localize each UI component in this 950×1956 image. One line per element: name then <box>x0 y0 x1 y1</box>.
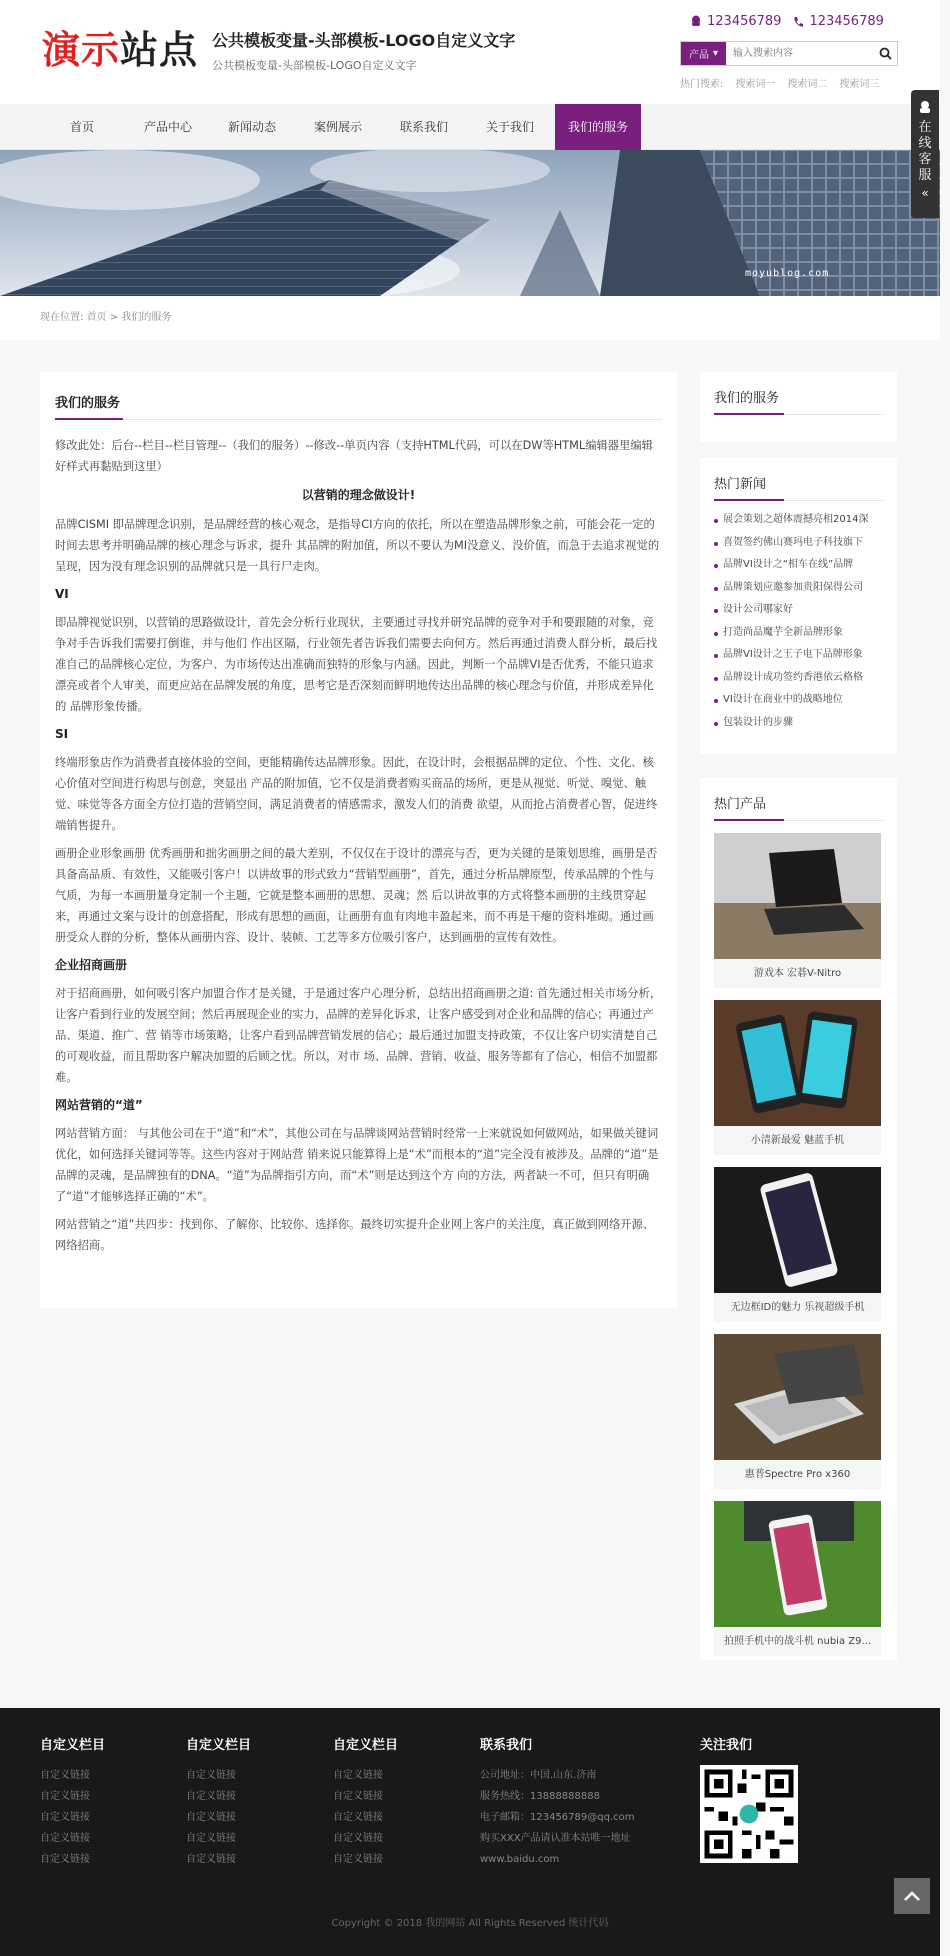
news-item[interactable]: VI设计在商业中的战略地位 <box>714 689 883 712</box>
product-phones-image <box>714 1000 881 1126</box>
news-item[interactable]: 打造尚品魔芋全新品牌形象 <box>714 622 883 645</box>
heading-vi: VI <box>55 587 69 601</box>
footer-column-2 <box>186 1734 251 1870</box>
breadcrumb-prefix: 现在位置: <box>40 312 84 323</box>
hot-searches <box>680 75 879 90</box>
nav-item-services[interactable]: 我们的服务 <box>555 104 641 150</box>
search-category-label: 产品 <box>688 50 709 61</box>
news-item[interactable]: 设计公司哪家好 <box>714 599 883 622</box>
copyright: Copyright © 2018 我的网站 All Rights Reserved 统计代码 <box>331 1918 609 1929</box>
banner-watermark: moyublog.com <box>745 268 830 279</box>
article-body <box>55 435 662 1256</box>
footer-link[interactable]: 自定义链接 <box>333 1791 383 1802</box>
heading-invest: 企业招商画册 <box>55 958 128 972</box>
paragraph-net-2: 网站营销之“道”共四步：找到你、了解你、比较你、选择你。最终切实提升企业网上客户的关注度，真正做到网络开源、网络招商。 <box>55 1218 655 1252</box>
sidebar-products-title: 热门产品 <box>714 793 883 821</box>
product-camera-phone-image <box>714 1501 881 1627</box>
news-item[interactable]: 包装设计的步骤 <box>714 712 883 735</box>
footer-link[interactable]: 自定义链接 <box>40 1812 90 1823</box>
main-content-panel <box>40 372 677 1308</box>
intro-paragraph: 修改此处：后台--栏目--栏目管理--（我们的服务）--修改--单页内容（支持HTML代码，可以在DW等HTML编辑器里编辑好样式再黏贴到这里） <box>55 439 653 473</box>
news-item[interactable]: 品牌策划应邀参加贵阳保得公司 <box>714 577 883 600</box>
news-item[interactable]: 品牌设计成功签约香港依云格格 <box>714 667 883 690</box>
footer-link[interactable]: 自定义链接 <box>333 1854 383 1865</box>
header <box>0 0 940 104</box>
paragraph-net-1: 网站营销方面： 与其他公司在于“道”和“术”，其他公司在与品牌谈网站营销时经常一上来就说如何做网站，如果做关键词优化，如何选择关键词等等。这些内容对于网站营 销来说只能算得上是“术”而根本的“道”完全没有被涉及。品牌的“道”是品牌的灵魂，是品牌独有的DNA。“道”为品牌指引方向，而“术”则是达到这个方 向的方法，两者缺一不可，但只有明确了“道”才能够选择正确的“术”。 <box>55 1127 659 1203</box>
sidebar-hot-products <box>700 778 897 1660</box>
breadcrumb-separator: > <box>109 312 119 323</box>
product-name: 惠普Spectre Pro x360 <box>714 1460 881 1489</box>
back-to-top-button[interactable] <box>894 1878 930 1914</box>
hot-search-term[interactable]: 搜索词二 <box>787 79 828 90</box>
footer-column-title: 自定义栏目 <box>333 1738 399 1753</box>
footer-link[interactable]: 自定义链接 <box>186 1791 236 1802</box>
site-subtitle: 公共模板变量-头部模板-LOGO自定义文字 <box>212 59 417 72</box>
caret-down-icon: ▾ <box>712 48 719 59</box>
qq-number: 123456789 <box>707 14 782 29</box>
paragraph-invest: 对于招商画册，如何吸引客户加盟合作才是关键，于是通过客户心理分析，总结出招商画册之道: 首先通过相关市场分析，让客户看到行业的发展空间；然后再展现企业的实力，品牌的差异化诉求，让客户感受到对企业和品牌的信心；再通过产品、渠道、推广、营 销等市场策略，让客户看到品牌营销发展的信心；最后通过加盟支持政策，不仅让客户切实清楚自己的可观收益，而且帮助客户解决加盟的后顾之忧。所以，对市 场、品牌、营销、收益、服务等都有了信心，相信不加盟都难。 <box>55 987 662 1084</box>
site-title: 公共模板变量-头部模板-LOGO自定义文字 <box>212 31 516 50</box>
qq-icon <box>690 15 702 28</box>
product-name: 拍照手机中的战斗机 nubia Z9... <box>714 1627 881 1656</box>
double-chevron-left-icon: « <box>921 186 929 200</box>
footer-hotline: 服务热线：13888888888 <box>480 1791 600 1802</box>
breadcrumb <box>0 296 940 340</box>
nav-item-contact[interactable]: 联系我们 <box>399 120 448 134</box>
footer-address: 公司地址：中国.山东.济南 <box>480 1770 597 1781</box>
footer-link[interactable]: 自定义链接 <box>333 1812 383 1823</box>
news-list <box>714 509 883 734</box>
nav-item-products[interactable]: 产品中心 <box>143 120 192 134</box>
breadcrumb-current[interactable]: 我们的服务 <box>121 312 172 323</box>
product-card[interactable] <box>714 1501 881 1656</box>
footer-notice: 购买XXX产品请认准本站唯一地址 <box>480 1833 631 1844</box>
logo-dark-text: 站点 <box>120 27 199 72</box>
product-laptop-image <box>714 833 881 959</box>
nav-item-news[interactable]: 新闻动态 <box>227 120 276 134</box>
nav-item-home[interactable]: 首页 <box>69 120 94 134</box>
sidebar-services <box>700 372 897 442</box>
footer-email: 电子邮箱：123456789@qq.com <box>480 1812 635 1823</box>
logo[interactable] <box>42 26 198 74</box>
qq-contact[interactable] <box>690 14 781 29</box>
heading-net: 网站营销的“道” <box>55 1098 143 1112</box>
nav-item-cases[interactable]: 案例展示 <box>313 120 362 134</box>
phone-contact[interactable] <box>793 14 883 29</box>
breadcrumb-home[interactable]: 首页 <box>86 312 107 323</box>
footer-link[interactable]: 自定义链接 <box>40 1854 90 1865</box>
news-item[interactable]: 品牌VI设计之王子电下品牌形象 <box>714 644 883 667</box>
logo-red-text: 演示 <box>42 27 121 72</box>
sidebar-hot-news <box>700 458 897 754</box>
search-button[interactable] <box>873 42 897 65</box>
main-nav <box>0 104 940 150</box>
product-phone-image <box>714 1167 881 1293</box>
footer-link[interactable]: 自定义链接 <box>186 1770 236 1781</box>
footer-link[interactable]: 自定义链接 <box>186 1833 236 1844</box>
heading-si: SI <box>55 727 69 741</box>
paragraph-album: 画册企业形象画册 优秀画册和拙劣画册之间的最大差别，不仅仅在于设计的漂亮与否，更为关键的是策划思维，画册是否具备高品质、有效性，又能吸引客户！以讲故事的形式致力“营销型画册”，首先，通过分析品牌原型，传承品牌的个性与气质，为每一本画册量身定制一个主题，它就是整本画册的思想、灵魂；然 后以讲故事的方式将整本画册的主线贯穿起来，再通过文案与设计的创意搭配，形成有思想的画面，让画册有血有肉地丰盈起来，而不再是干瘪的资料堆砌。通过画 册受众人群的分析，整体从画册内容、设计、装帧、工艺等多方位吸引客户，达到画册的宣传有效性。 <box>55 847 658 944</box>
center-heading: 以营销的理念做设计! <box>301 488 416 502</box>
footer-column-title: 自定义栏目 <box>186 1738 252 1753</box>
footer-column-title: 自定义栏目 <box>40 1738 106 1753</box>
phone-number: 123456789 <box>809 14 884 29</box>
search-icon <box>879 47 892 60</box>
contact-numbers <box>690 14 884 29</box>
paragraph-si: 终端形象店作为消费者直接体验的空间，更能精确传达品牌形象。因此，在设计时，会根据品牌的定位、个性、文化、核心价值对空间进行构思与创意，突显出 产品的附加值，它不仅是消费者购买商品的场所，更是从视觉、听觉、嗅觉、触觉、味觉等各方面全方位打造的营销空间，满足消费者的情感需求，激发人们的消费 欲望，从而抢占消费者心智，促进终端销售提升。 <box>55 756 658 832</box>
product-card[interactable] <box>714 1000 881 1155</box>
footer <box>0 1708 940 1956</box>
chevron-up-icon <box>904 1891 920 1901</box>
news-item[interactable]: 品牌VI设计之“相车在线”品牌 <box>714 554 883 577</box>
footer-contact-title: 联系我们 <box>480 1738 533 1753</box>
banner <box>0 150 940 296</box>
hot-search-term[interactable]: 搜索词一 <box>735 79 776 90</box>
footer-follow-title: 关注我们 <box>700 1738 753 1753</box>
product-card[interactable] <box>714 1334 881 1489</box>
online-service-tab[interactable] <box>911 90 939 218</box>
phone-icon <box>793 16 804 28</box>
footer-website-link[interactable]: www.baidu.com <box>480 1854 560 1865</box>
footer-column-3 <box>333 1734 398 1870</box>
product-convertible-laptop-image <box>714 1334 881 1460</box>
product-name: 小清新最爱 魅蓝手机 <box>714 1126 881 1155</box>
qr-code-icon <box>700 1765 798 1863</box>
footer-link[interactable]: 自定义链接 <box>40 1791 90 1802</box>
paragraph-mi: 品牌CISMI 即品牌理念识别，是品牌经营的核心观念，是指导CI方向的依托，所以在塑造品牌形象之前，可能会花一定的时间去思考并明确品牌的核心理念与诉求，提升 其品牌的附加值，所以不要认为MI没意义、没价值，而急于去追求视觉的呈现，因为没有理念识别的品牌就只是一具行尸走肉。 <box>55 518 660 573</box>
footer-link[interactable]: 自定义链接 <box>186 1854 236 1865</box>
search-bar <box>680 41 898 66</box>
hot-search-label: 热门搜索: <box>680 79 724 90</box>
product-name: 游戏本 宏碁V-Nitro <box>714 959 881 988</box>
footer-link[interactable]: 自定义链接 <box>40 1833 90 1844</box>
product-card[interactable] <box>714 833 881 988</box>
news-item[interactable]: 展会策划之超体震撼亮相2014深 <box>714 509 883 532</box>
sidebar-news-title: 热门新闻 <box>714 473 883 501</box>
footer-link[interactable]: 自定义链接 <box>333 1770 383 1781</box>
paragraph-vi: 即品牌视觉识别，以营销的思路做设计，首先会分析行业现状，主要通过寻找并研究品牌的竞争对手和要跟随的对象，竞争对手告诉我们需要打倒谁，并与他们 作出区隔，行业领先者告诉我们需要去向何方。然后再通过消费人群分析，最后找准自己的品牌核心定位，为客户、为市场传达出准确而独特的形象与内涵。因此，判断一个品牌VI是否优秀，不能只追求漂亮或者个人审美，而更应站在品牌发展的角度，思考它是否深刻而鲜明地传达出品牌的核心理念与价值，并形成差异化的 品牌形象传播。 <box>55 616 658 713</box>
sidebar-services-title[interactable]: 我们的服务 <box>714 387 883 415</box>
search-input[interactable] <box>726 42 873 65</box>
footer-link[interactable]: 自定义链接 <box>186 1812 236 1823</box>
search-category-select[interactable] <box>681 42 726 65</box>
footer-contact <box>480 1734 635 1870</box>
footer-link[interactable]: 自定义链接 <box>333 1833 383 1844</box>
product-name: 无边框ID的魅力 乐视超级手机 <box>714 1293 881 1322</box>
nav-item-about[interactable]: 关于我们 <box>485 120 534 134</box>
online-service-label: 在线客服 <box>918 120 932 183</box>
footer-column-1 <box>40 1734 105 1870</box>
news-item[interactable]: 喜贺签约佛山赛玛电子科技旗下 <box>714 532 883 555</box>
chat-person-icon <box>918 100 932 114</box>
product-card[interactable] <box>714 1167 881 1322</box>
hot-search-term[interactable]: 搜索词三 <box>839 79 880 90</box>
footer-follow <box>700 1734 798 1863</box>
footer-link[interactable]: 自定义链接 <box>40 1770 90 1781</box>
page-title: 我们的服务 <box>55 392 662 420</box>
